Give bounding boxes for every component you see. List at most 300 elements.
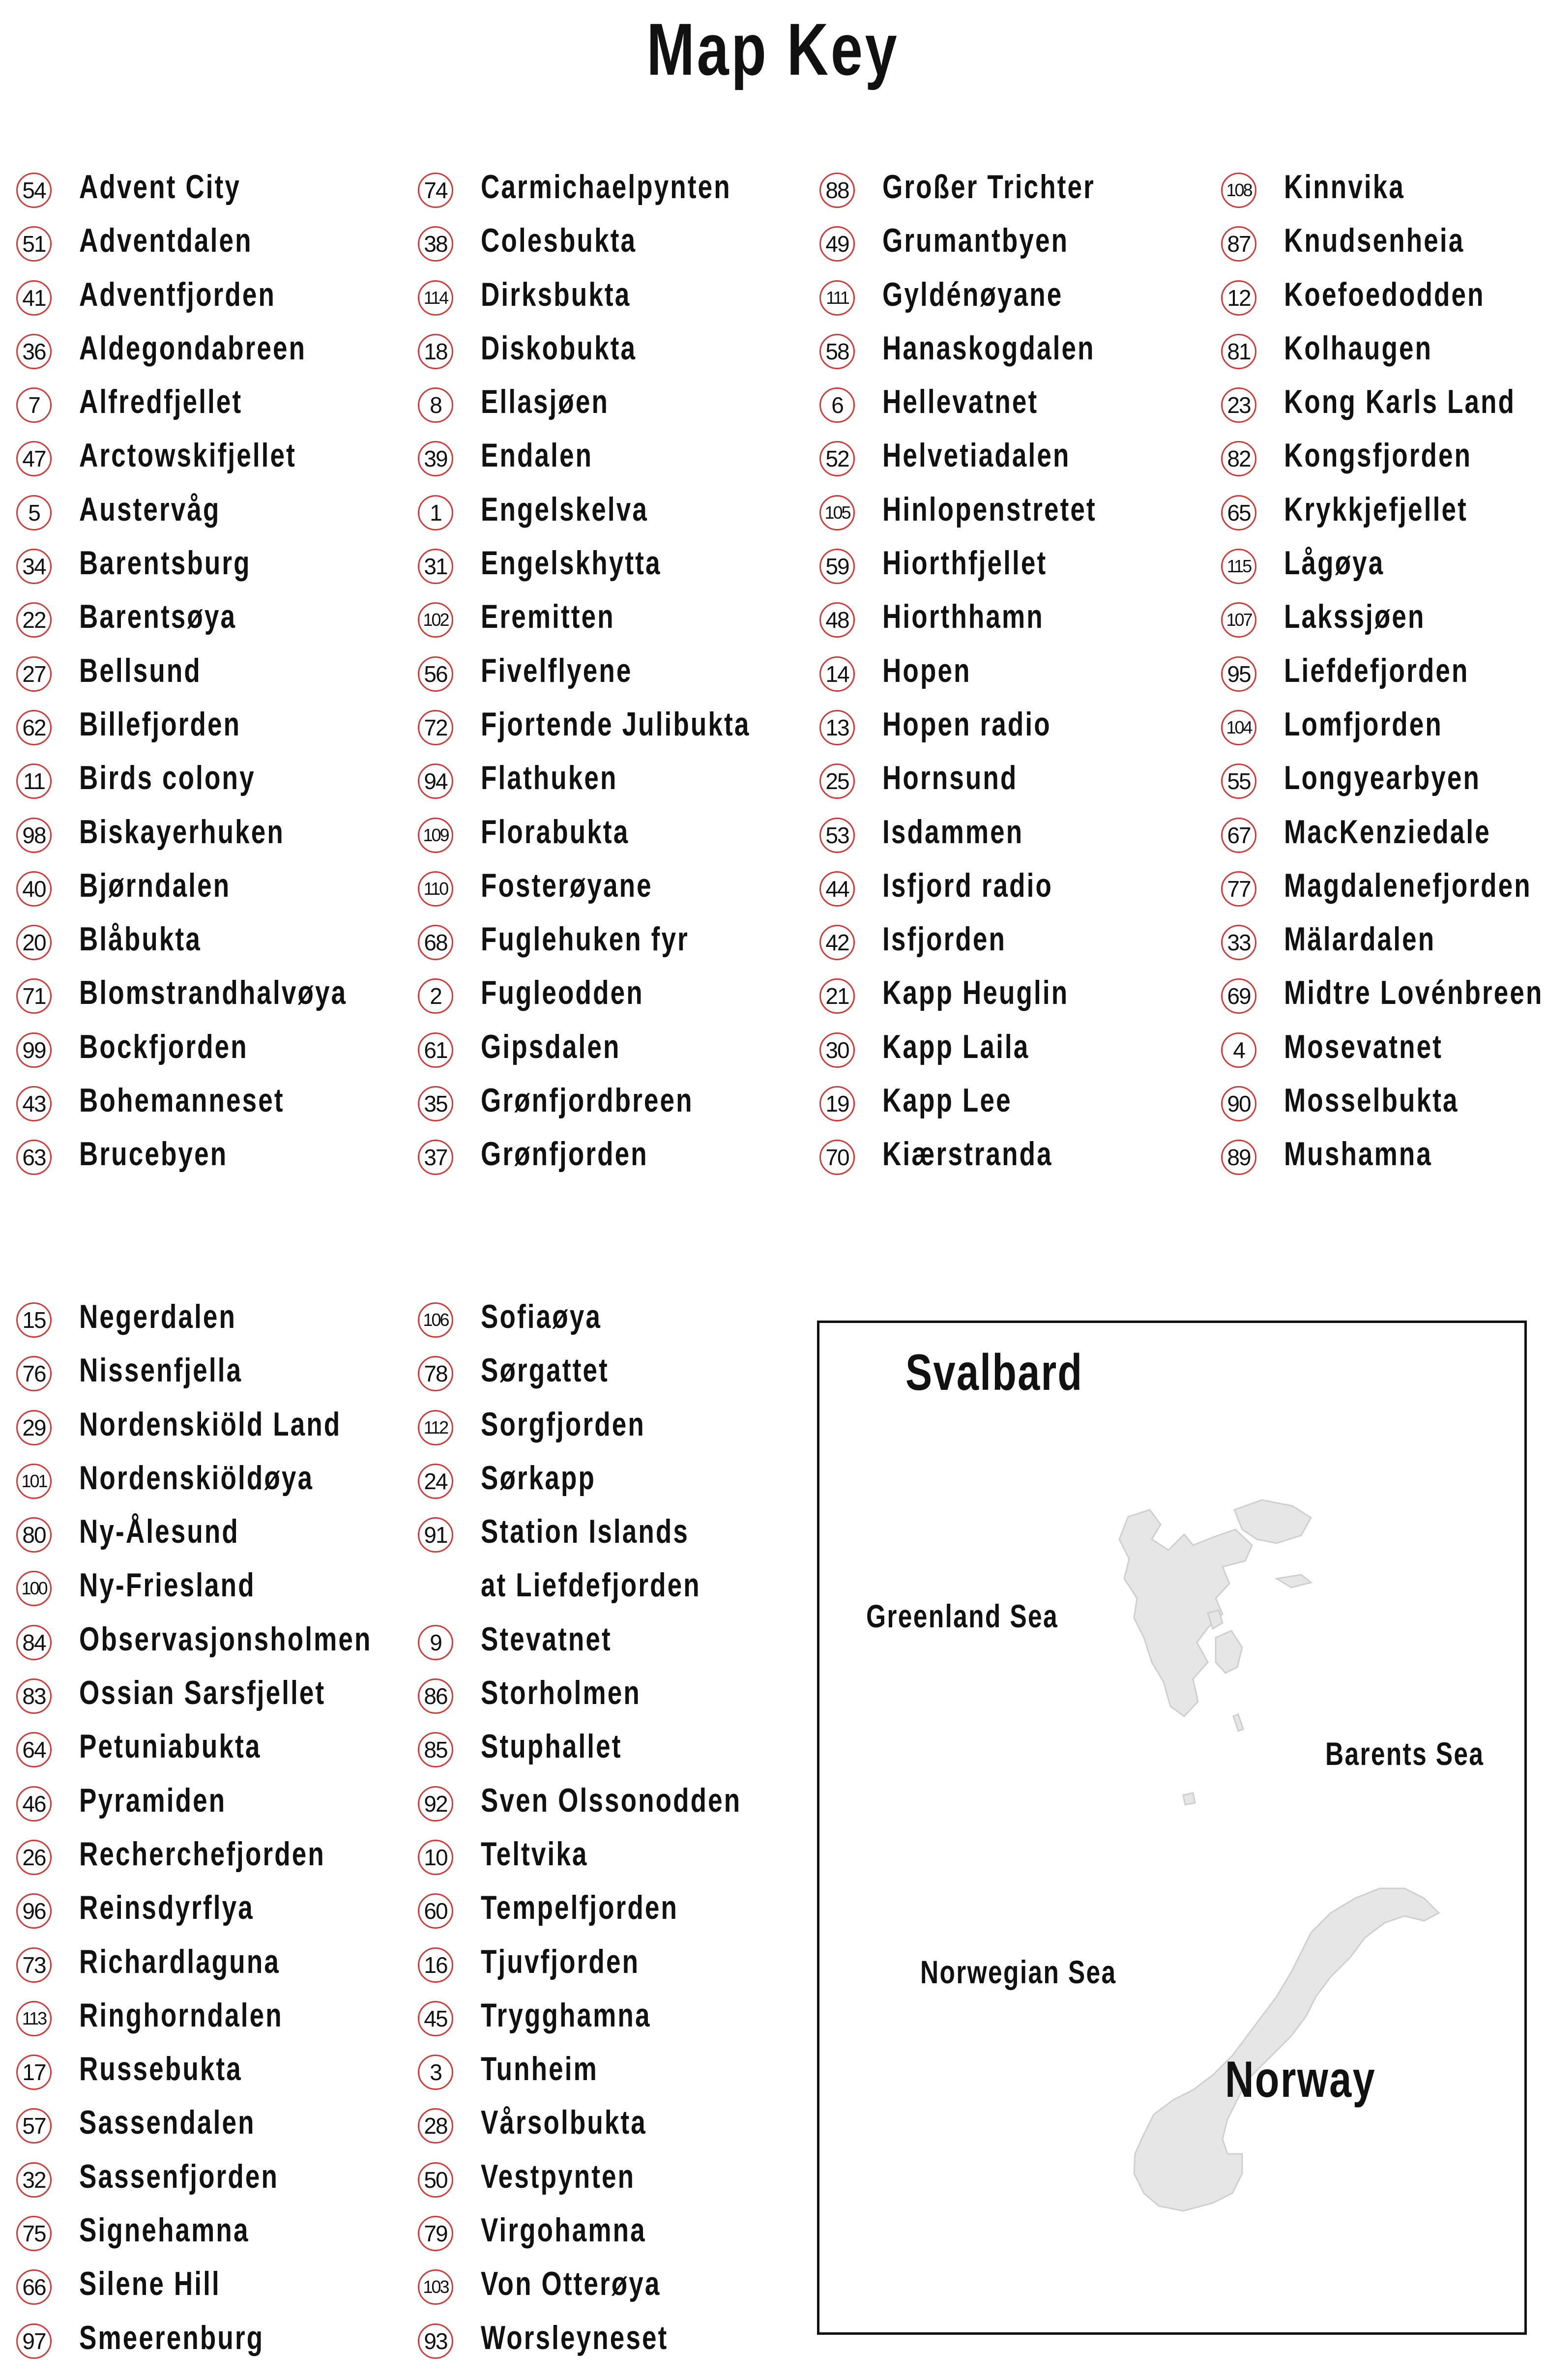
key-column — [16, 1293, 409, 2368]
norway-mainland — [1134, 1888, 1439, 2211]
location-name: Vårsolbukta — [481, 2104, 647, 2142]
location-number-marker: 6 — [819, 387, 855, 423]
location-number-marker: 72 — [418, 710, 453, 745]
location-number-marker: 90 — [1221, 1086, 1256, 1121]
location-name: Lakssjøen — [1284, 598, 1426, 636]
location-name: Hopen — [882, 651, 971, 689]
location-name: Grønfjorden — [481, 1135, 648, 1173]
location-name: Ny-Ålesund — [79, 1513, 239, 1551]
key-entry — [16, 217, 409, 271]
location-number-marker: 41 — [16, 280, 52, 316]
key-entry — [418, 1347, 811, 1401]
location-name: Isdammen — [882, 813, 1024, 851]
key-entry — [16, 862, 409, 916]
key-entry — [1221, 432, 1546, 486]
key-entry — [418, 1562, 811, 1616]
key-entry — [16, 1401, 409, 1455]
location-number-marker: 65 — [1221, 495, 1256, 530]
key-entry — [819, 271, 1213, 325]
location-number-marker: 82 — [1221, 441, 1256, 476]
location-name: Negerdalen — [79, 1298, 237, 1335]
location-name: Sassendalen — [79, 2104, 256, 2142]
key-entry — [418, 432, 811, 486]
location-number-marker: 67 — [1221, 818, 1256, 853]
key-entry — [16, 1723, 409, 1777]
locator-map-land — [819, 1323, 1524, 2332]
location-number-marker: 70 — [819, 1140, 855, 1175]
location-number-marker: 51 — [16, 226, 52, 262]
key-entry — [418, 325, 811, 379]
key-entry — [418, 1508, 811, 1562]
key-column — [418, 1293, 811, 2368]
location-name: Nordenskiöld Land — [79, 1405, 342, 1443]
location-number-marker: 74 — [418, 173, 453, 208]
greenland-sea-label: Greenland Sea — [866, 1598, 1058, 1634]
key-entry — [819, 1077, 1213, 1131]
key-entry — [418, 862, 811, 916]
location-number-marker: 111 — [819, 280, 855, 316]
location-number-marker: 4 — [1221, 1032, 1256, 1068]
location-number-marker: 26 — [16, 1840, 52, 1875]
location-name: Kapp Heuglin — [882, 974, 1069, 1012]
location-number-marker: 32 — [16, 2162, 52, 2198]
location-name: Petuniabukta — [79, 1728, 262, 1765]
location-name: Adventdalen — [79, 222, 253, 260]
location-name: Nissenfjella — [79, 1352, 243, 1389]
location-number-marker: 101 — [16, 1464, 52, 1499]
location-number-marker: 48 — [819, 602, 855, 638]
location-number-marker: 59 — [819, 549, 855, 584]
hopen-island — [1233, 1714, 1243, 1731]
key-entry — [418, 271, 811, 325]
location-name: Isfjorden — [882, 920, 1007, 958]
location-number-marker: 10 — [418, 1840, 453, 1875]
edgeoya-island — [1216, 1631, 1242, 1673]
location-name: Engelskhytta — [481, 544, 662, 582]
location-number-marker: 83 — [16, 1678, 52, 1714]
location-name: Koefoedodden — [1284, 275, 1485, 313]
key-entry — [16, 1670, 409, 1723]
location-name: Sørkapp — [481, 1459, 596, 1497]
location-number-marker: 87 — [1221, 226, 1256, 262]
location-number-marker: 109 — [418, 818, 453, 853]
key-entry — [418, 217, 811, 271]
location-name: Ny-Friesland — [79, 1566, 256, 1604]
key-entry — [16, 1347, 409, 1401]
location-number-marker: 95 — [1221, 656, 1256, 692]
location-name: Mälardalen — [1284, 920, 1436, 958]
location-number-marker: 107 — [1221, 602, 1256, 638]
location-number-marker: 30 — [819, 1032, 855, 1068]
location-name: Bohemanneset — [79, 1082, 285, 1119]
location-name: Silene Hill — [79, 2265, 221, 2303]
location-number-marker: 11 — [16, 764, 52, 799]
key-entry — [819, 701, 1213, 755]
location-name: Gipsdalen — [481, 1028, 621, 1065]
location-name: Midtre Lovénbreen — [1284, 974, 1544, 1012]
location-number-marker: 104 — [1221, 710, 1256, 745]
location-name: Lågøya — [1284, 544, 1385, 582]
location-name: Ringhorndalen — [79, 1996, 283, 2034]
location-name: Bellsund — [79, 651, 202, 689]
location-name: Reinsdyrflya — [79, 1889, 254, 1927]
key-entry — [418, 2046, 811, 2099]
location-name: Tjuvfjorden — [481, 1942, 640, 1980]
location-number-marker: 68 — [418, 925, 453, 960]
key-entry — [1221, 1024, 1546, 1077]
location-number-marker: 100 — [16, 1571, 52, 1606]
key-entry — [16, 2207, 409, 2261]
location-number-marker: 33 — [1221, 925, 1256, 960]
key-entry — [16, 2153, 409, 2207]
key-entry — [418, 1992, 811, 2046]
location-name: Fosterøyane — [481, 866, 653, 904]
location-number-marker: 79 — [418, 2216, 453, 2251]
location-name: Station Islands — [481, 1513, 690, 1551]
key-entry — [16, 2261, 409, 2314]
location-number-marker: 13 — [819, 710, 855, 745]
bjornoya-island — [1183, 1793, 1195, 1805]
location-number-marker: 93 — [418, 2323, 453, 2359]
location-number-marker: 86 — [418, 1678, 453, 1714]
location-number-marker: 73 — [16, 1947, 52, 1983]
key-entry — [418, 540, 811, 593]
key-entry — [418, 1670, 811, 1723]
key-entry — [1221, 164, 1546, 217]
location-number-marker: 113 — [16, 2001, 52, 2036]
location-number-marker: 5 — [16, 495, 52, 530]
location-name: Bjørndalen — [79, 866, 231, 904]
location-number-marker: 99 — [16, 1032, 52, 1068]
location-name: Carmichaelpynten — [481, 168, 731, 206]
location-number-marker: 50 — [418, 2162, 453, 2198]
location-name: Barentsøya — [79, 598, 237, 636]
location-number-marker: 37 — [418, 1140, 453, 1175]
key-entry — [819, 916, 1213, 970]
key-entry — [418, 701, 811, 755]
location-number-marker: 110 — [418, 871, 453, 907]
location-name: Storholmen — [481, 1674, 641, 1712]
location-number-marker: 15 — [16, 1302, 52, 1338]
key-entry — [418, 2099, 811, 2153]
key-column — [1221, 164, 1546, 1185]
location-name: Diskobukta — [481, 329, 637, 367]
key-entry — [819, 217, 1213, 271]
location-number-marker: 21 — [819, 978, 855, 1014]
location-number-marker: 88 — [819, 173, 855, 208]
location-name: Virgohamna — [481, 2211, 646, 2249]
location-number-marker: 2 — [418, 978, 453, 1014]
location-name: Kolhaugen — [1284, 329, 1433, 367]
location-name: MacKenziedale — [1284, 813, 1491, 851]
location-name: Endalen — [481, 437, 593, 474]
key-entry — [1221, 325, 1546, 379]
location-number-marker: 76 — [16, 1356, 52, 1391]
location-number-marker: 36 — [16, 334, 52, 369]
key-entry — [418, 1024, 811, 1077]
location-number-marker: 45 — [418, 2001, 453, 2036]
key-column — [418, 164, 811, 1185]
location-number-marker: 114 — [418, 280, 453, 316]
location-name: Hopen radio — [882, 705, 1051, 743]
key-entry — [1221, 217, 1546, 271]
key-entry — [418, 486, 811, 540]
location-name: Mushamna — [1284, 1135, 1433, 1173]
location-name: Adventfjorden — [79, 275, 276, 313]
map-key-title: Map Key — [646, 8, 900, 90]
key-entry — [16, 647, 409, 701]
key-entry — [819, 1131, 1213, 1184]
location-number-marker: 38 — [418, 226, 453, 262]
location-number-marker: 42 — [819, 925, 855, 960]
location-name: Fjortende Julibukta — [481, 705, 751, 743]
location-name: Nordenskiöldøya — [79, 1459, 314, 1497]
location-number-marker: 94 — [418, 764, 453, 799]
location-name: Colesbukta — [481, 222, 637, 260]
key-entry — [819, 164, 1213, 217]
key-entry — [1221, 540, 1546, 593]
location-name: Sørgattet — [481, 1352, 609, 1389]
location-name: Kiærstranda — [882, 1135, 1053, 1173]
location-number-marker: 9 — [418, 1625, 453, 1660]
location-number-marker: 22 — [16, 602, 52, 638]
location-name: Smeerenburg — [79, 2319, 264, 2356]
key-entry — [819, 379, 1213, 432]
location-number-marker: 54 — [16, 173, 52, 208]
location-name: Helvetiadalen — [882, 437, 1071, 474]
location-name: Sorgfjorden — [481, 1405, 645, 1443]
location-number-marker: 56 — [418, 656, 453, 692]
location-name: Richardlaguna — [79, 1942, 280, 1980]
location-number-marker: 46 — [16, 1786, 52, 1822]
svalbard-label: Svalbard — [905, 1344, 1083, 1401]
key-entry — [418, 1455, 811, 1508]
location-name: Trygghamna — [481, 1996, 651, 2034]
location-number-marker: 75 — [16, 2216, 52, 2251]
location-number-marker: 14 — [819, 656, 855, 692]
key-entry — [16, 593, 409, 647]
key-entry — [418, 379, 811, 432]
location-number-marker: 91 — [418, 1517, 453, 1553]
key-entry — [16, 1455, 409, 1508]
location-number-marker: 23 — [1221, 387, 1256, 423]
location-number-marker: 19 — [819, 1086, 855, 1121]
key-entry — [418, 1616, 811, 1670]
key-entry — [418, 1077, 811, 1131]
key-entry — [16, 2046, 409, 2099]
location-name: Großer Trichter — [882, 168, 1095, 206]
key-entry — [819, 325, 1213, 379]
location-name: Tunheim — [481, 2050, 598, 2088]
location-number-marker — [418, 1571, 453, 1606]
location-number-marker: 7 — [16, 387, 52, 423]
location-name: Teltvika — [481, 1835, 588, 1873]
location-number-marker: 96 — [16, 1893, 52, 1929]
location-number-marker: 85 — [418, 1732, 453, 1767]
location-name: Engelskelva — [481, 490, 648, 528]
location-name: Pyramiden — [79, 1781, 227, 1819]
location-number-marker: 105 — [819, 495, 855, 530]
key-entry — [418, 647, 811, 701]
location-name: Brucebyen — [79, 1135, 228, 1173]
location-number-marker: 28 — [418, 2108, 453, 2144]
key-entry — [418, 1939, 811, 1992]
location-name: Flathuken — [481, 759, 618, 797]
location-number-marker: 55 — [1221, 764, 1256, 799]
location-name: Hiorthfjellet — [882, 544, 1048, 582]
location-number-marker: 12 — [1221, 280, 1256, 316]
key-entry — [819, 1024, 1213, 1077]
location-name: Longyearbyen — [1284, 759, 1481, 797]
location-name: Birds colony — [79, 759, 256, 797]
key-entry — [819, 862, 1213, 916]
location-name: Knudsenheia — [1284, 222, 1465, 260]
key-entry — [418, 2207, 811, 2261]
location-number-marker: 52 — [819, 441, 855, 476]
location-number-marker: 115 — [1221, 549, 1256, 584]
key-entry — [418, 916, 811, 970]
location-name: Isfjord radio — [882, 866, 1053, 904]
location-name: Sassenfjorden — [79, 2157, 279, 2195]
location-name: Ellasjøen — [481, 383, 609, 421]
location-name: Eremitten — [481, 598, 615, 636]
location-name: Hornsund — [882, 759, 1018, 797]
key-entry — [16, 1884, 409, 1938]
key-entry — [1221, 1131, 1546, 1184]
location-number-marker: 112 — [418, 1410, 453, 1445]
location-name: Stuphallet — [481, 1728, 622, 1765]
location-name: Blåbukta — [79, 920, 202, 958]
location-name: Kongsfjorden — [1284, 437, 1472, 474]
location-number-marker: 31 — [418, 549, 453, 584]
location-number-marker: 34 — [16, 549, 52, 584]
key-entry — [418, 1884, 811, 1938]
key-entry — [16, 1616, 409, 1670]
key-entry — [16, 2315, 409, 2368]
location-number-marker: 89 — [1221, 1140, 1256, 1175]
key-entry — [1221, 862, 1546, 916]
location-name: Tempelfjorden — [481, 1889, 679, 1927]
location-number-marker: 97 — [16, 2323, 52, 2359]
key-entry — [16, 540, 409, 593]
location-name: Fuglehuken fyr — [481, 920, 689, 958]
location-name: Krykkjefjellet — [1284, 490, 1468, 528]
location-number-marker: 44 — [819, 871, 855, 907]
location-number-marker: 25 — [819, 764, 855, 799]
location-name: Magdalenefjorden — [1284, 866, 1532, 904]
location-name: Stevatnet — [481, 1620, 612, 1658]
location-number-marker: 77 — [1221, 871, 1256, 907]
location-name: Lomfjorden — [1284, 705, 1443, 743]
key-entry — [1221, 486, 1546, 540]
key-entry — [16, 1831, 409, 1884]
location-name: Russebukta — [79, 2050, 242, 2088]
key-entry — [1221, 916, 1546, 970]
location-number-marker: 17 — [16, 2055, 52, 2090]
kong-karls-land-island — [1277, 1575, 1311, 1587]
location-number-marker: 29 — [16, 1410, 52, 1445]
location-name: Billefjorden — [79, 705, 241, 743]
key-entry — [819, 540, 1213, 593]
key-entry — [16, 1939, 409, 1992]
location-name: Mosevatnet — [1284, 1028, 1443, 1065]
key-entry — [16, 325, 409, 379]
key-entry — [1221, 970, 1546, 1023]
location-number-marker: 71 — [16, 978, 52, 1014]
key-entry — [16, 1562, 409, 1616]
location-number-marker: 92 — [418, 1786, 453, 1822]
barents-sea-label: Barents Sea — [1325, 1735, 1485, 1772]
location-name: Kapp Lee — [882, 1082, 1012, 1119]
location-name: Hinlopenstretet — [882, 490, 1097, 528]
key-entry — [418, 1723, 811, 1777]
location-name: Florabukta — [481, 813, 630, 851]
location-name: Grønfjordbreen — [481, 1082, 694, 1119]
location-number-marker: 66 — [16, 2269, 52, 2305]
location-number-marker: 27 — [16, 656, 52, 692]
location-name: Von Otterøya — [481, 2265, 661, 2303]
location-number-marker: 58 — [819, 334, 855, 369]
key-entry — [16, 1131, 409, 1184]
location-number-marker: 16 — [418, 1947, 453, 1983]
location-number-marker: 69 — [1221, 978, 1256, 1014]
key-entry — [16, 755, 409, 808]
location-number-marker: 60 — [418, 1893, 453, 1929]
key-entry — [1221, 1077, 1546, 1131]
key-entry — [16, 1293, 409, 1347]
location-number-marker: 102 — [418, 602, 453, 638]
key-entry — [1221, 701, 1546, 755]
location-name: Hiorthhamn — [882, 598, 1044, 636]
location-name: Grumantbyen — [882, 222, 1069, 260]
location-number-marker: 81 — [1221, 334, 1256, 369]
key-entry — [1221, 647, 1546, 701]
key-entry — [1221, 379, 1546, 432]
location-name: Sofiaøya — [481, 1298, 602, 1335]
key-entry — [1221, 593, 1546, 647]
key-entry — [418, 593, 811, 647]
key-entry — [418, 1777, 811, 1831]
key-entry — [16, 1992, 409, 2046]
location-name: Vestpynten — [481, 2157, 636, 2195]
key-entry — [418, 1293, 811, 1347]
location-number-marker: 61 — [418, 1032, 453, 1068]
key-entry — [418, 970, 811, 1023]
key-entry — [1221, 755, 1546, 808]
key-entry — [418, 1831, 811, 1884]
location-number-marker: 98 — [16, 818, 52, 853]
location-number-marker: 39 — [418, 441, 453, 476]
key-entry — [16, 701, 409, 755]
location-name: at Liefdefjorden — [481, 1566, 701, 1604]
location-number-marker: 62 — [16, 710, 52, 745]
location-number-marker: 3 — [418, 2055, 453, 2090]
key-entry — [16, 1508, 409, 1562]
location-name: Biskayerhuken — [79, 813, 285, 851]
key-entry — [819, 593, 1213, 647]
key-entry — [819, 755, 1213, 808]
key-entry — [418, 1401, 811, 1455]
key-entry — [16, 970, 409, 1023]
location-name: Bockfjorden — [79, 1028, 248, 1065]
key-entry — [16, 271, 409, 325]
key-entry — [819, 970, 1213, 1023]
location-number-marker: 106 — [418, 1302, 453, 1338]
location-number-marker: 57 — [16, 2108, 52, 2144]
locator-map — [817, 1321, 1527, 2335]
key-entry — [16, 1024, 409, 1077]
key-entry — [418, 755, 811, 808]
